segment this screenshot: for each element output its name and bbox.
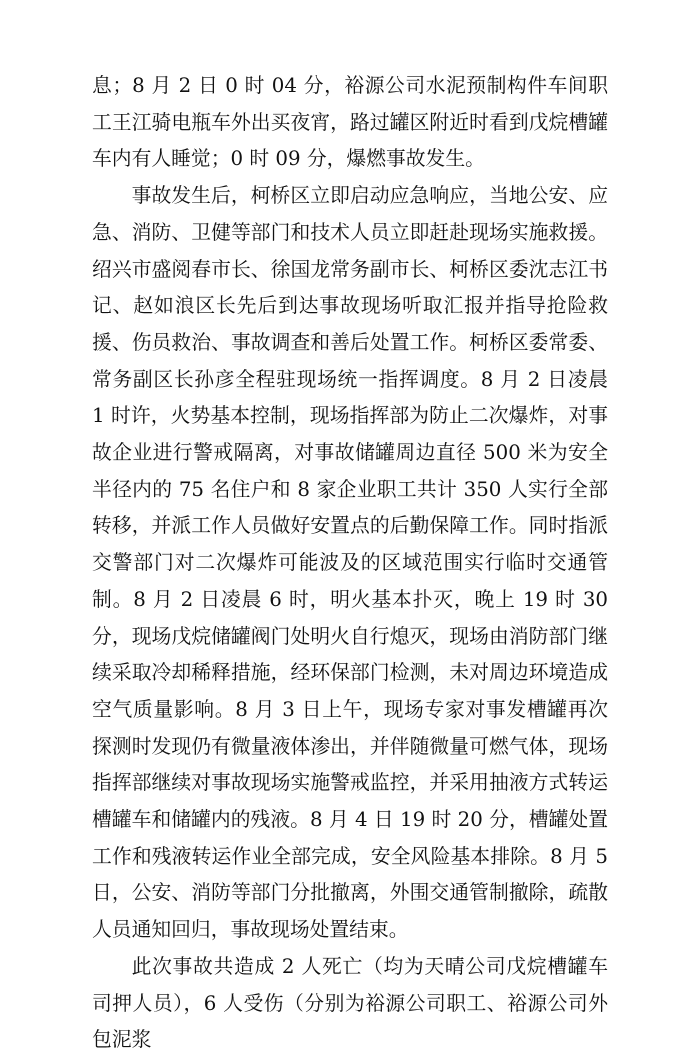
paragraph-casualties: 此次事故共造成 2 人死亡（均为天晴公司戊烷槽罐车司押人员），6 人受伤（分别为裕源公司职工、裕源公司外包泥浆 <box>92 954 608 1052</box>
paragraph-emergency-response: 事故发生后，柯桥区立即启动应急响应，当地公安、应急、消防、卫健等部门和技术人员立即赶赴现场实施救援。绍兴市盛阅春市长、徐国龙常务副市长、柯桥区委沈志江书记、赵如浪区长先后到达事故现场听取汇报并指导抢险救援、伤员救治、事故调查和善后处置工作。柯桥区委常委、常务副区长孙彦全程驻现场统一指挥调度。8 月 2 日凌晨 1 时许，火势基本控制，现场指挥部为防止二次爆炸，对事故企业进行警戒隔离，对事故储罐周边直径 500 米为安全半径内的 75 名住户和 8 家企业职工共计 350 人实行全部转移，并派工作人员做好安置点的后勤保障工作。同时指派交警部门对二次爆炸可能波及的区域范围实行临时交通管制。8 月 2 日凌晨 6 时，明火基本扑灭，晚上 19 时 30 分，现场戊烷储罐阀门处明火自行熄灭，现场由消防部门继续采取冷却稀释措施，经环保部门检测，未对周边环境造成空气质量影响。8 月 3 日上午，现场专家对事发槽罐再次探测时发现仍有微量液体渗出，并伴随微量可燃气体，现场指挥部继续对事故现场实施警戒监控，并采用抽液方式转运槽罐车和储罐内的残液。8 月 4 日 19 时 20 分，槽罐处置工作和残液转运作业全部完成，安全风险基本排除。8 月 5 日，公安、消防等部门分批撤离，外围交通管制撤除，疏散人员通知回归，事故现场处置结束。 <box>92 184 608 942</box>
document-page <box>92 68 608 1059</box>
paragraph-continuation: 息；8 月 2 日 0 时 04 分，裕源公司水泥预制构件车间职工王江骑电瓶车外出买夜宵，路过罐区附近时看到戊烷槽罐车内有人睡觉；0 时 09 分，爆燃事故发生。 <box>92 74 608 171</box>
